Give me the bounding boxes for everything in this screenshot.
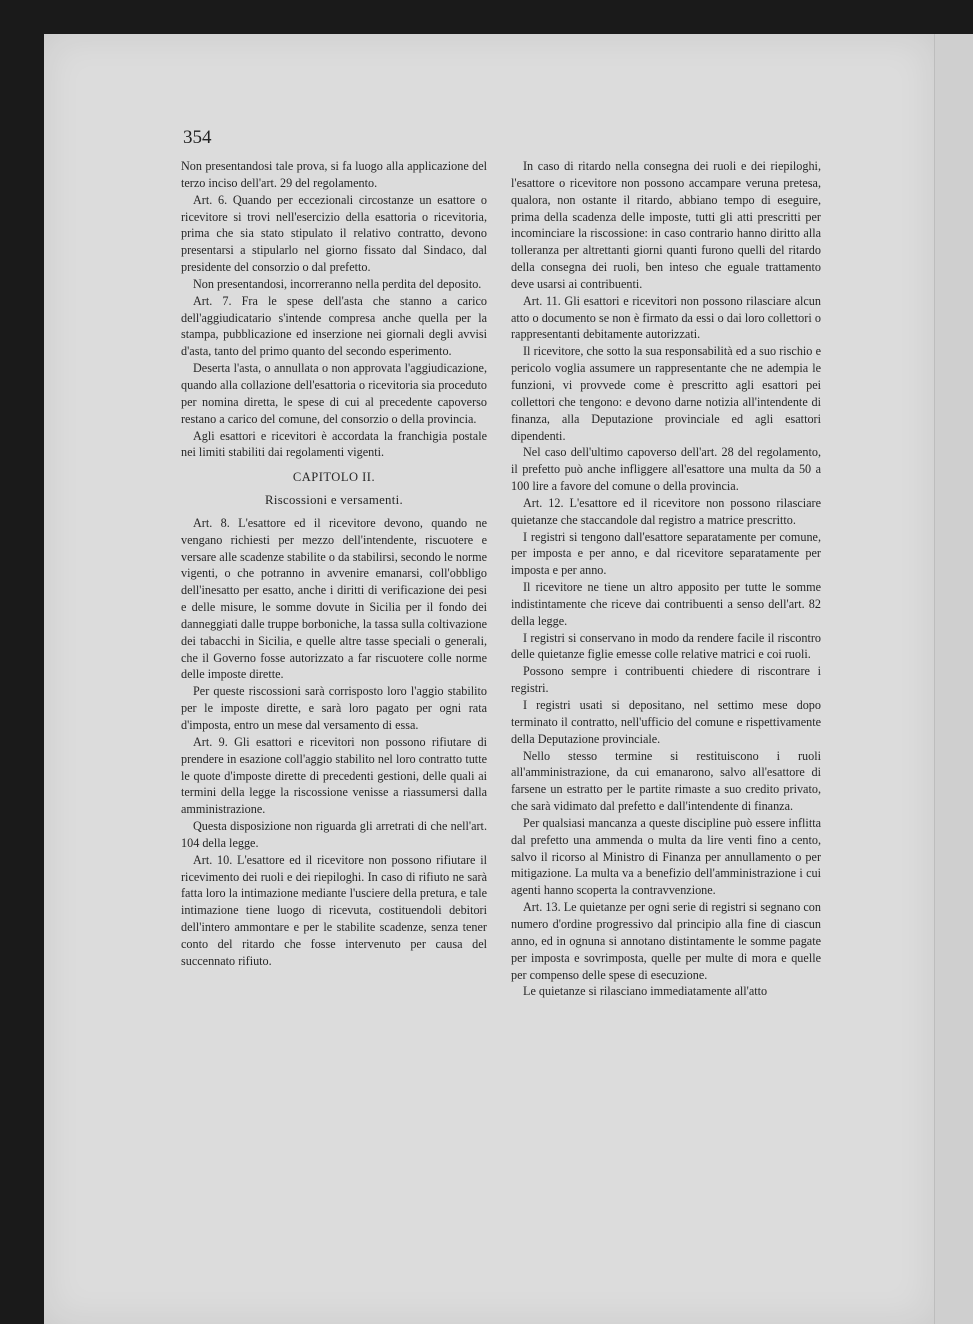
paragraph: Non presentandosi, incorreranno nella perdita del deposito. [193, 276, 482, 291]
paragraph: Art. 11. Gli esattori e ricevitori non possono rilasciare alcun atto o documento se non è firmato da essi o dai loro collettori o rappresentanti debitamente autorizzati. [511, 293, 821, 342]
section-title: Riscossioni e versamenti. [265, 493, 403, 508]
paragraph: Agli esattori e ricevitori è accordata la franchigia postale nei limiti stabiliti dai regolamenti vigenti. [181, 428, 487, 460]
paragraph: Non presentandosi tale prova, si fa luogo alla applicazione del terzo inciso dell'art. 29 del regolamento. [181, 159, 487, 190]
paragraph: Nello stesso termine si restituiscono i ruoli all'amministrazione, da cui emanarono, salvo all'esattore di farsene un estratto per le partite rimaste a suo credito privato, che sarà vidimato dal prefetto e dall'intendente di finanza. [511, 748, 821, 814]
paragraph: Nel caso dell'ultimo capoverso dell'art. 28 del regolamento, il prefetto può anche infliggere all'esattore una multa da 50 a 100 lire a favore del comune o della provincia. [511, 445, 821, 494]
paragraph: Per queste riscossioni sarà corrisposto loro l'aggio stabilito per le imposte dirette, e sarà loro pagato per ogni rata d'imposta, entro un mese dal versamento di essa. [181, 684, 487, 732]
left-column [181, 158, 487, 970]
paragraph: Art. 7. Fra le spese dell'asta che stanno a carico dell'aggiudicatario s'intende compresa anche quella per la stampa, pubblicazione ed inserzione nei giornali degli avvisi d'asta, tanto del primo quanto del secondo esperimento. [181, 293, 487, 359]
paragraph: Per qualsiasi mancanza a queste discipline può essere inflitta dal prefetto una ammenda o multa da lire venti fino a cento, salvo il ricorso al Ministro di Finanza per annullamento o per mitigazione. La multa va a benefizio dell'amministrazione i cui agenti hanno scoperta la contravvenzione. [511, 815, 821, 898]
paragraph: Il ricevitore ne tiene un altro apposito per tutte le somme indistintamente che riceve dai contribuenti a senso dell'art. 82 della legge. [511, 580, 821, 628]
adjacent-page-edge [934, 34, 973, 1324]
paragraph: Art. 6. Quando per eccezionali circostanze un esattore o ricevitore si trovi nell'esercizio della esattoria o ricevitoria, prima che sia stato stipulato il relativo contratto, devono presentarsi a stipularlo nel giorno fissato dal Sindaco, dal presidente del consorzio o dal prefetto. [181, 192, 487, 275]
paragraph: I registri usati si depositano, nel settimo mese dopo terminato il contratto, nell'ufficio del comune e rispettivamente della Deputazione provinciale. [511, 698, 821, 746]
chapter-title: CAPITOLO II. [292, 470, 376, 485]
paragraph: I registri si tengono dall'esattore separatamente per comune, per imposta e per anno, e dal ricevitore separatamente per imposta e per anno. [511, 529, 821, 578]
paragraph: Art. 12. L'esattore ed il ricevitore non possono rilasciare quietanze che staccandole dal registro a matrice prescritto. [511, 495, 821, 527]
paragraph: Le quietanze si rilasciano immediatamente all'atto [523, 984, 768, 999]
paragraph: Questa disposizione non riguarda gli arretrati di che nell'art. 104 della legge. [181, 819, 487, 850]
paragraph: Art. 9. Gli esattori e ricevitori non possono rifiutare di prendere in esazione coll'aggio stabilito nel loro contratto tutte le quote d'imposte dirette di precedenti gestioni, delle quali ai termini della legge la riscossione venisse a riassumersi dalla amministrazione. [181, 734, 487, 817]
paragraph: Possono sempre i contribuenti chiedere di riscontrare i registri. [511, 664, 821, 696]
paragraph: Art. 8. L'esattore ed il ricevitore devono, quando ne vengano richiesti per mezzo dell'intendente, riscuotere e versare alle scadenze stabilite o da stabilirsi, secondo le norme vigenti, o che potranno in avvenire emanarsi, coll'obbligo dell'inesatto per esatto, anche i diritti di verificazione dei pesi e delle misure, le somme dovute in Sicilia per il fondo dei danneggiati dalle truppe borboniche, la tassa sulla coltivazione dei tabacchi in Sicilia, e quelle altre tasse speciali o generali, che il Governo fosse autorizzato a far riscuotere colle norme delle imposte dirette. [181, 515, 487, 682]
paragraph: In caso di ritardo nella consegna dei ruoli e dei riepiloghi, l'esattore o ricevitore non possono accampare veruna pretesa, qualora, non ostante il ritardo, abbiano tempo di eseguire, prima della scadenza delle imposte, tutti gli atti prescritti per incominciare la riscossione: in caso contrario hanno diritto alla tolleranza per altrettanti giorni quanti furono quelli del ritardo della consegna dei ruoli, ben inteso che eguale trattamento deve usarsi ai contribuenti. [511, 159, 821, 291]
right-column [511, 158, 821, 1000]
paragraph: Deserta l'asta, o annullata o non approvata l'aggiudicazione, quando alla collazione dell'esattoria o ricevitoria sia proceduto per nomina diretta, le spese di cui al precedente capoverso restano a carico del comune, del consorzio o della provincia. [181, 361, 487, 426]
paragraph: Art. 13. Le quietanze per ogni serie di registri si segnano con numero d'ordine progressivo dal principio alla fine di ciascun anno, ed in ognuna si annotano distintamente le somme pagate per imposta e sovrimposta, quelle per multe di mora e quelle per compenso delle spese di esecuzione. [511, 900, 821, 982]
paragraph: Il ricevitore, che sotto la sua responsabilità ed a suo rischio e pericolo voglia assumere un rappresentante che ne adempia le funzioni, vi provvede come è prescritto agli esattori pei collettori che tengono: e devono darne notizia all'intendente di finanza, alla Deputazione provinciale ed agli esattori dipendenti. [511, 344, 821, 443]
page-number: 354 [183, 127, 212, 148]
paragraph: I registri si conservano in modo da rendere facile il riscontro delle quietanze figlie emesse colle relative matrici e coi ruoli. [511, 630, 821, 662]
paragraph: Art. 10. L'esattore ed il ricevitore non possono rifiutare il ricevimento dei ruoli e dei riepiloghi. In caso di rifiuto ne sarà fatta loro la intimazione mediante l'usciere della pretura, e tale intimazione tiene luogo di ricevuta, costituendoli debitori dell'intero ammontare e per le stabilite scadenze, senza tener conto del ritardo che fosse intervenuto per causa del succennato rifiuto. [181, 852, 487, 968]
